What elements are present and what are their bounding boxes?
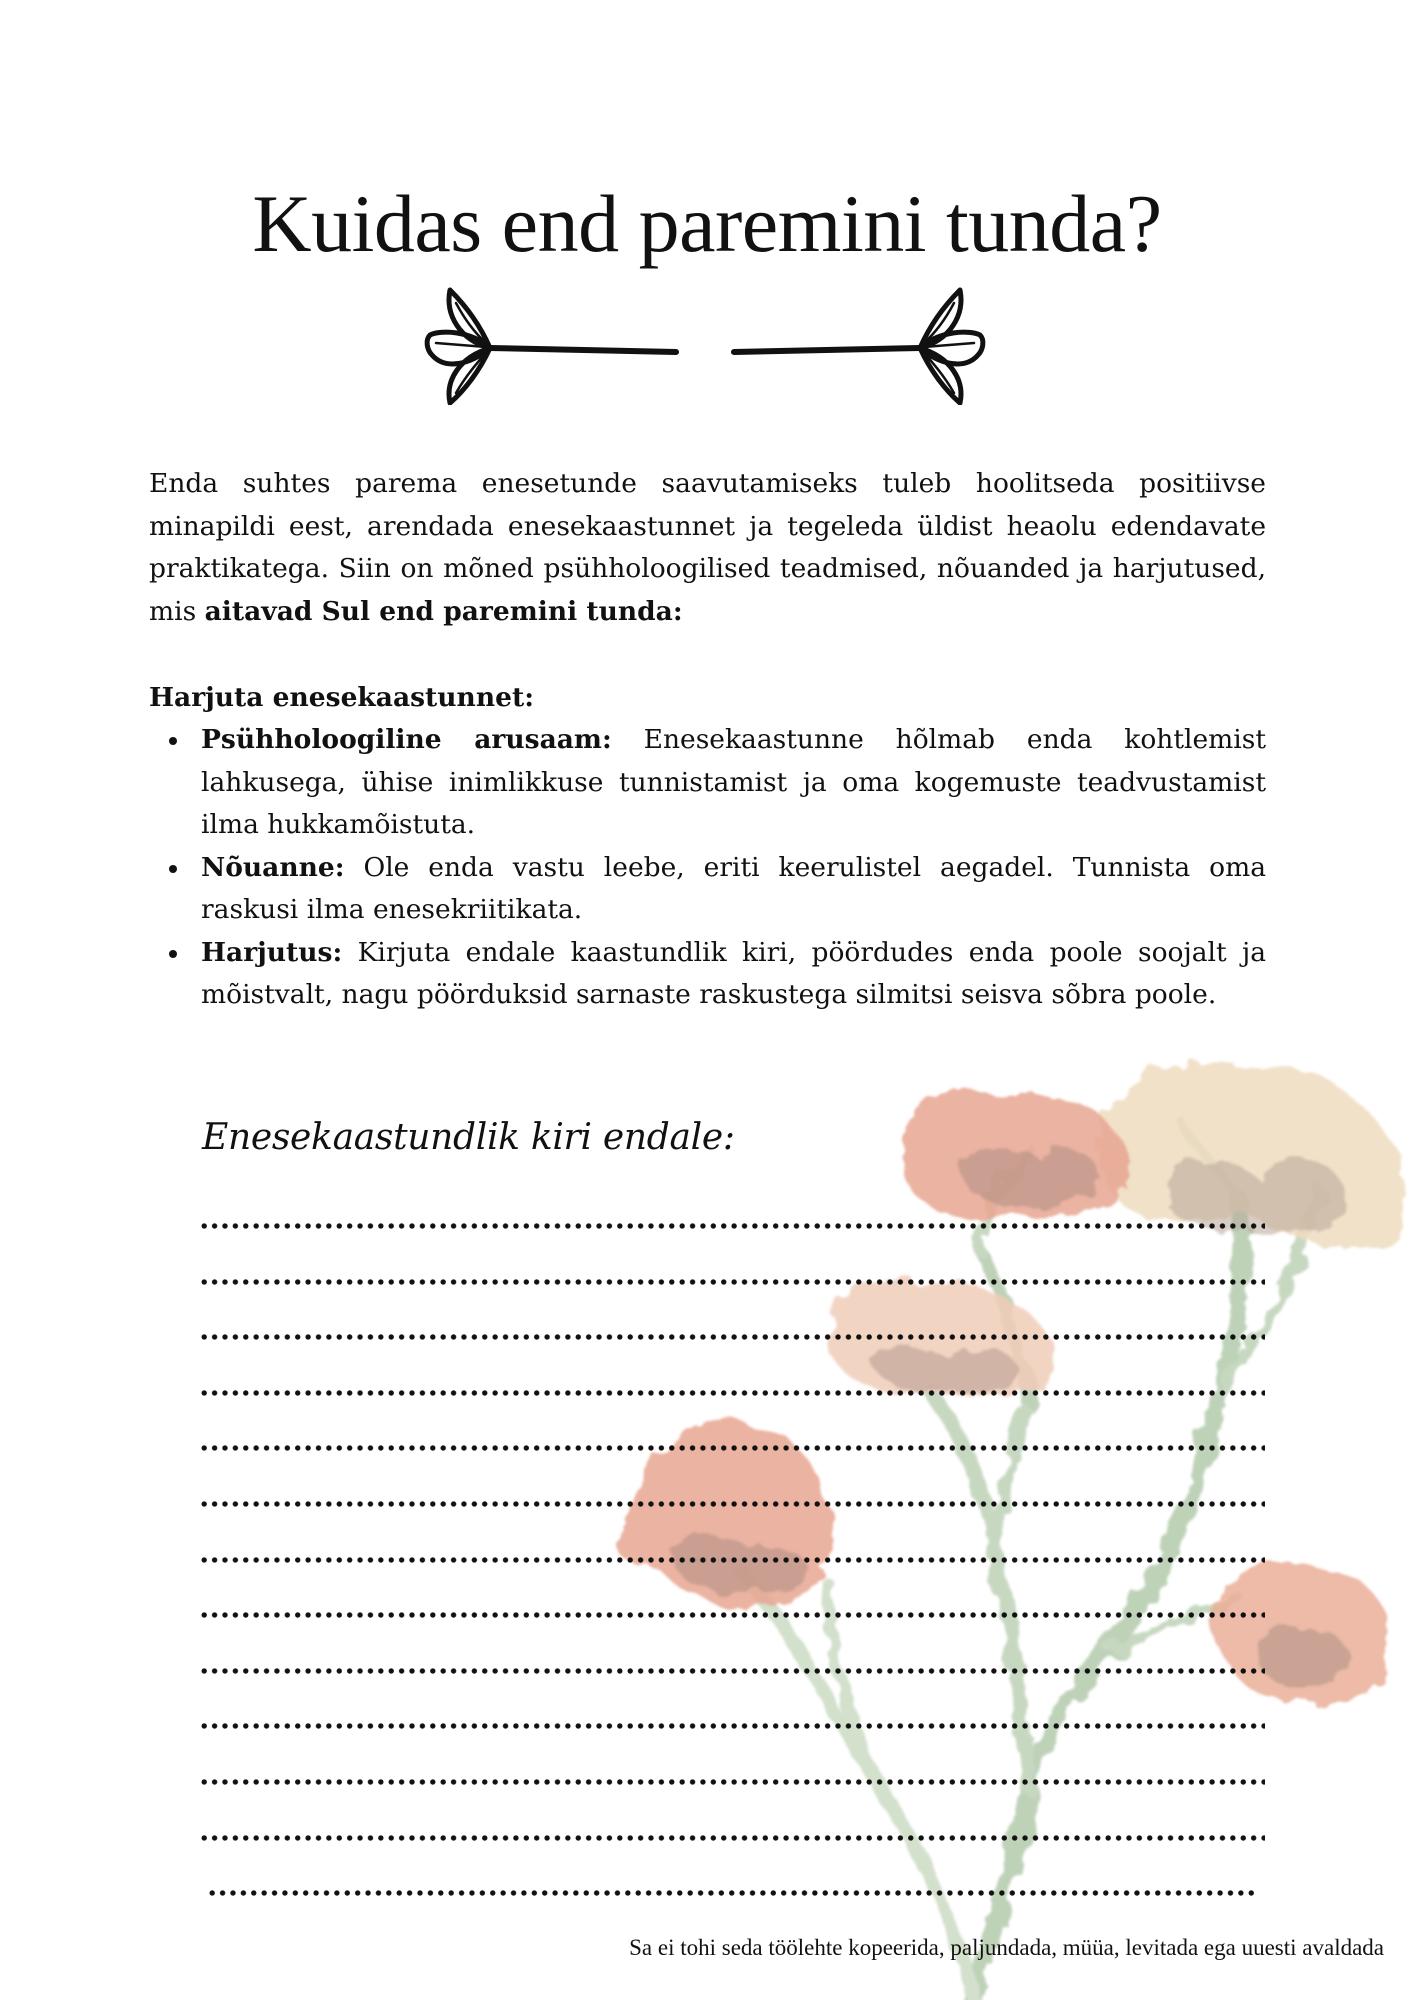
writing-line[interactable] <box>199 1334 1265 1340</box>
writing-line[interactable] <box>199 1612 1265 1618</box>
writing-line[interactable] <box>199 1223 1265 1229</box>
writing-line[interactable] <box>199 1557 1265 1563</box>
letter-title: Enesekaastundlik kiri endale: <box>202 1117 735 1158</box>
writing-line[interactable] <box>199 1723 1265 1729</box>
writing-line[interactable] <box>199 1390 1265 1396</box>
bullet-label: Psühholoogiline arusaam: <box>201 724 612 755</box>
writing-line[interactable] <box>199 1501 1265 1507</box>
intro-text: Enda suhtes parema enesetunde saavutamiseks tuleb hoolitseda positiivse minapildi eest, arendada enesekaastunnet ja tegeleda üldist heaolu edendavate praktikatega. Siin on mõned psühholoogilised teadmised, nõuanded ja harjutused, mis <box>149 468 1266 627</box>
writing-line[interactable] <box>207 1890 1257 1896</box>
writing-line[interactable] <box>199 1835 1265 1841</box>
bullet-label: Harjutus: <box>201 936 343 968</box>
writing-line[interactable] <box>199 1668 1265 1674</box>
writing-line[interactable] <box>199 1279 1265 1285</box>
page-title: Kuidas end paremini tunda? <box>252 178 1162 269</box>
intro-bold-text: aitavad Sul end paremini tunda: <box>204 595 683 627</box>
section-heading: Harjuta enesekaastunnet: <box>149 682 534 713</box>
writing-line[interactable] <box>199 1445 1265 1451</box>
bullet-text: Ole enda vastu leebe, eriti keerulistel aegadel. Tunnista oma raskusi ilma enesekriitikata. <box>201 851 1266 925</box>
copyright-notice: Sa ei tohi seda töölehte kopeerida, paljundada, müüa, levitada ega uuesti avaldada <box>629 1935 1384 1960</box>
bullet-text: Enesekaastunne hõlmab enda kohtlemist lahkusega, ühise inimlikkuse tunnistamist ja oma kogemuste teadvustamist ilma hukkamõistuta. <box>201 724 1266 840</box>
writing-line[interactable] <box>199 1779 1265 1785</box>
bullet-label: Nõuanne: <box>201 851 345 883</box>
bullet-text: Kirjuta endale kaastundlik kiri, pöördudes enda poole soojalt ja mõistvalt, nagu pöörduksid sarnaste raskustega silmitsi seisva sõbra poole. <box>201 936 1266 1010</box>
